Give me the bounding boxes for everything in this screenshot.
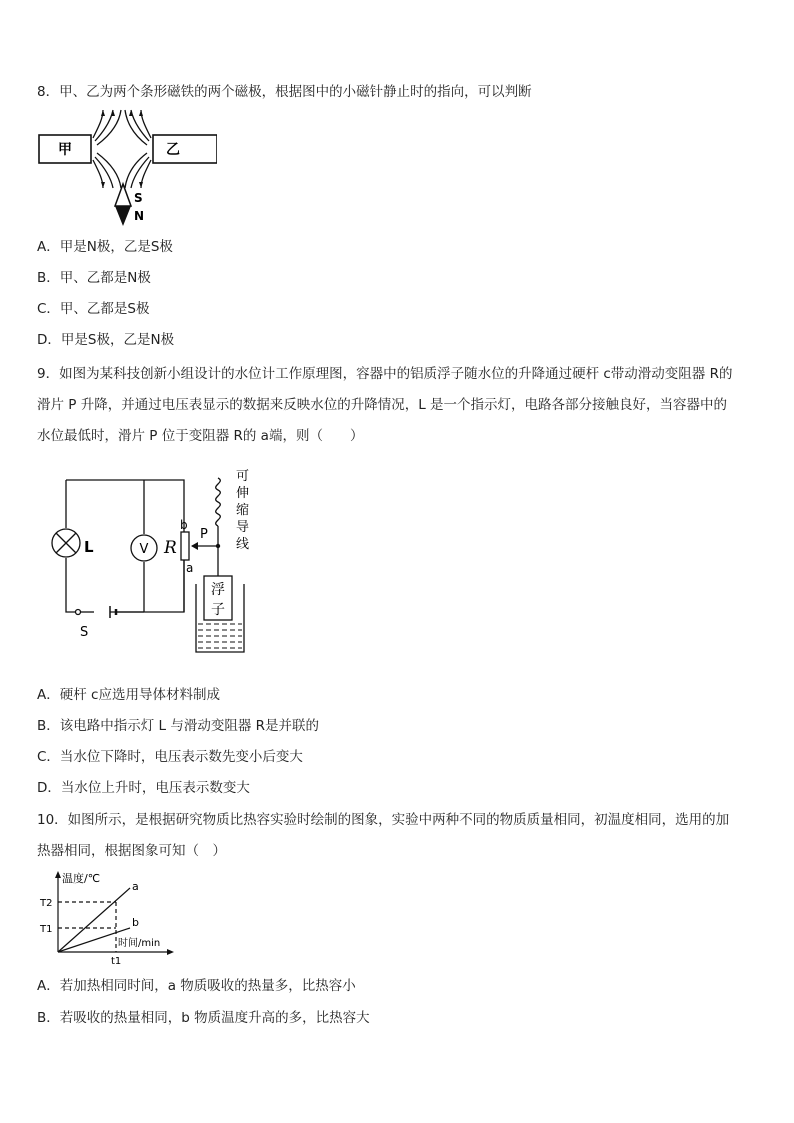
q9-stem-line1: 9．如图为某科技创新小组设计的水位计工作原理图，容器中的铝质浮子随水位的升降通过硬杆 c带动滑动变阻器 R的 (37, 366, 733, 382)
line-a-label: a (132, 880, 139, 893)
switch-label: S (80, 625, 89, 640)
q9-option-a: A．硬杆 c应选用导体材料制成 (37, 687, 220, 703)
needle-s-half (115, 184, 131, 206)
q8-option-b: B．甲、乙都是N极 (37, 270, 151, 286)
q10-stem-line1: 10．如图所示，是根据研究物质比热容实验时绘制的图象，实验中两种不同的物质质量相同，初温度相同，选用的加 (37, 812, 730, 828)
q8-option-c: C．甲、乙都是S极 (37, 301, 150, 317)
t1-label: T1 (40, 924, 53, 935)
q10-stem-line2: 热器相同，根据图象可知（ ） (37, 843, 226, 859)
voltmeter-label: V (139, 542, 149, 557)
q8-magnet-figure (37, 108, 217, 230)
lamp-label: L (84, 538, 94, 556)
wire-label-char: 线 (236, 537, 250, 552)
magnet-right (153, 135, 217, 163)
float-label-char: 浮 (211, 582, 225, 598)
q10-option-b: B．若吸收的热量相同，b 物质温度升高的多，比热容大 (37, 1010, 370, 1026)
magnet-left-label: 甲 (58, 142, 72, 158)
end-a-label: a (186, 561, 194, 575)
q8-option-a: A．甲是N极，乙是S极 (37, 239, 173, 255)
resistor-symbol (181, 532, 189, 560)
q9-option-c: C．当水位下降时，电压表示数先变小后变大 (37, 749, 303, 765)
wire-label-char: 伸 (236, 486, 250, 501)
q9-option-d: D．当水位上升时，电压表示数变大 (37, 780, 250, 796)
q8-option-d: D．甲是S极，乙是N极 (37, 332, 175, 348)
x-axis-label: 时间/min (118, 938, 161, 949)
wire-label-char: 导 (236, 520, 250, 535)
t2-label: T2 (40, 898, 53, 909)
q9-stem-line2: 滑片 P 升降，并通过电压表显示的数据来反映水位的升降情况，L 是一个指示灯，电路各部分接触良好，当容器中的 (37, 397, 728, 413)
y-axis-label: 温度/℃ (62, 872, 101, 885)
needle-s-label: S (134, 191, 143, 205)
needle-n-half (115, 206, 131, 226)
q9-option-b: B．该电路中指示灯 L 与滑动变阻器 R是并联的 (37, 718, 320, 734)
float-label-char: 子 (211, 602, 225, 618)
wire-label-char: 可 (236, 469, 250, 484)
q9-stem-line3: 水位最低时，滑片 P 位于变阻器 R的 a端，则（ ） (37, 428, 364, 444)
time-label: t1 (111, 956, 122, 966)
flexible-wire (216, 478, 221, 526)
q8-stem: 8．甲、乙为两个条形磁铁的两个磁极，根据图中的小磁针静止时的指向，可以判断 (37, 84, 532, 100)
needle-n-label: N (134, 209, 145, 223)
field-lines (93, 110, 151, 188)
line-b-label: b (132, 916, 139, 929)
end-b-label: b (180, 518, 188, 532)
q10-option-a: A．若加热相同时间，a 物质吸收的热量多，比热容小 (37, 978, 356, 994)
wire-label-char: 缩 (236, 503, 250, 518)
slider-label: P (200, 527, 208, 542)
q10-temperature-graph (38, 868, 184, 966)
resistor-label: R (164, 538, 177, 558)
q9-circuit-figure (50, 466, 260, 662)
magnet-right-label: 乙 (166, 142, 180, 158)
